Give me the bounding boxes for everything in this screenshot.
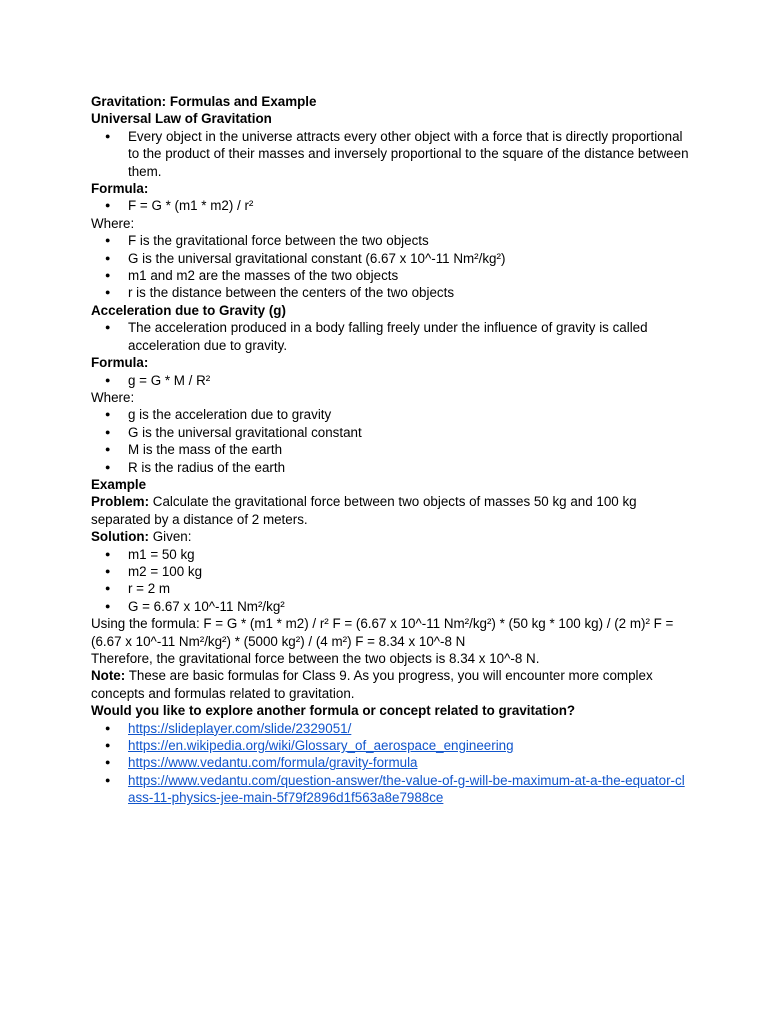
list-item: ● g = G * M / R² <box>91 372 691 389</box>
problem-text: Calculate the gravitational force between two objects of masses 50 kg and 100 kg separated by a distance of 2 meters. <box>91 494 637 527</box>
list-item: ● r = 2 m <box>91 580 691 597</box>
list-item <box>91 772 691 807</box>
link-slideplayer[interactable]: https://slideplayer.com/slide/2329051/ <box>128 720 352 736</box>
formula-label: Formula: <box>91 181 149 197</box>
acceleration-heading: Acceleration due to Gravity (g) <box>91 302 286 318</box>
link-vedantu-formula[interactable]: https://www.vedantu.com/formula/gravity-formula <box>128 755 418 771</box>
universal-law-points <box>91 128 691 180</box>
list-item: ● G is the universal gravitational constant (6.67 x 10^-11 Nm²/kg²) <box>91 250 691 267</box>
list-item: ● Every object in the universe attracts every other object with a force that is directly proportional to the product of their masses and inversely proportional to the square of the distance between them. <box>91 128 691 180</box>
solution-label: Solution: <box>91 529 150 545</box>
where-label: Where: <box>91 215 135 231</box>
list-item: ● m1 and m2 are the masses of the two objects <box>91 267 691 284</box>
problem-label: Problem: <box>91 494 150 510</box>
list-item: ● r is the distance between the centers of the two objects <box>91 284 691 301</box>
links-list <box>91 720 691 807</box>
note-label: Note: <box>91 668 126 684</box>
list-item: ● G is the universal gravitational constant <box>91 424 691 441</box>
list-item: ● m1 = 50 kg <box>91 546 691 563</box>
list-item <box>91 720 691 737</box>
document-title: Gravitation: Formulas and Example <box>91 94 317 109</box>
example-heading: Example <box>91 476 147 492</box>
note-paragraph <box>91 667 691 702</box>
where-list <box>91 232 691 302</box>
list-item <box>91 737 691 754</box>
list-item: ● F is the gravitational force between the two objects <box>91 232 691 249</box>
acceleration-points <box>91 319 691 354</box>
list-item: ● F = G * (m1 * m2) / r² <box>91 197 691 214</box>
given-list <box>91 546 691 616</box>
followup-question: Would you like to explore another formula or concept related to gravitation? <box>91 703 576 719</box>
where-list <box>91 406 691 476</box>
conclusion-paragraph: Therefore, the gravitational force between the two objects is 8.34 x 10^-8 N. <box>91 651 540 666</box>
list-item: ● R is the radius of the earth <box>91 459 691 476</box>
list-item: ● M is the mass of the earth <box>91 441 691 458</box>
solution-text: Given: <box>149 529 192 545</box>
formula-label: Formula: <box>91 355 149 371</box>
document-body <box>91 93 691 807</box>
list-item: ● G = 6.67 x 10^-11 Nm²/kg² <box>91 598 691 615</box>
where-label: Where: <box>91 389 135 405</box>
list-item: ● The acceleration produced in a body falling freely under the influence of gravity is called acceleration due to gravity. <box>91 319 691 354</box>
problem-paragraph <box>91 493 691 528</box>
working-paragraph: Using the formula: F = G * (m1 * m2) / r² F = (6.67 x 10^-11 Nm²/kg²) * (50 kg * 100 kg) / (2 m)² F = (6.67 x 10^-11 Nm²/kg²) * (5000 kg²) / (4 m²) F = 8.34 x 10^-8 N <box>91 616 674 649</box>
link-vedantu-question[interactable]: https://www.vedantu.com/question-answer/the-value-of-g-will-be-maximum-at-a-the-equator-class-11-physics-jee-main-5f79f2896d1f563a8e7988ce <box>128 772 685 806</box>
link-wikipedia[interactable]: https://en.wikipedia.org/wiki/Glossary_of_aerospace_engineering <box>128 738 514 754</box>
list-item: ● g is the acceleration due to gravity <box>91 406 691 423</box>
list-item: ● m2 = 100 kg <box>91 563 691 580</box>
solution-paragraph <box>91 528 691 545</box>
formula-list <box>91 197 691 214</box>
list-item <box>91 754 691 771</box>
note-text: These are basic formulas for Class 9. As you progress, you will encounter more complex concepts and formulas related to gravitation. <box>91 668 653 701</box>
formula-list <box>91 372 691 389</box>
universal-law-heading: Universal Law of Gravitation <box>91 111 272 127</box>
